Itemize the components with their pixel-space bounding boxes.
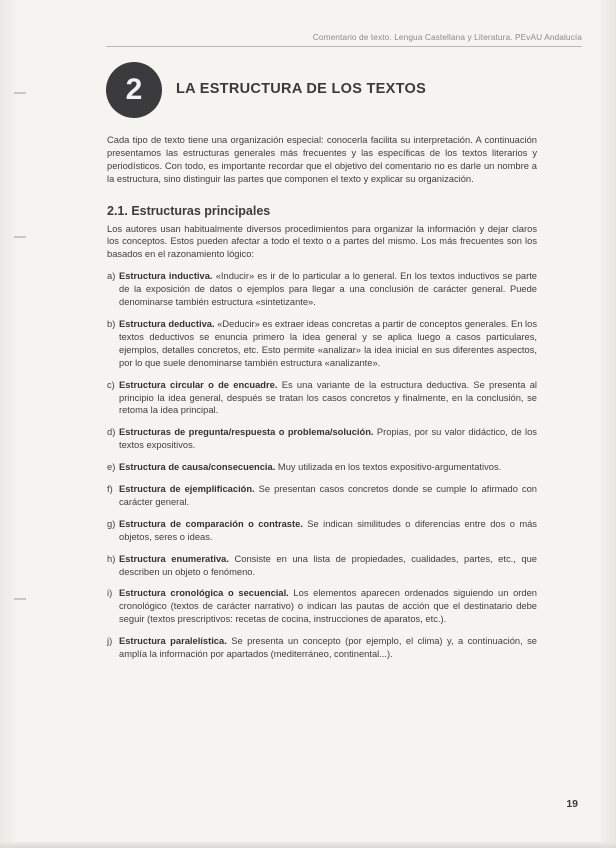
margin-mark <box>14 236 26 238</box>
list-item-text: Propias, por su valor didáctico, de los textos expositivos. <box>119 427 537 451</box>
list-item-letter: e) <box>107 462 116 473</box>
list-item <box>107 270 537 309</box>
list-item <box>107 553 537 579</box>
chapter-number-badge <box>106 62 162 118</box>
list-item-letter: i) <box>107 588 113 599</box>
list-item <box>107 426 537 452</box>
section-intro-paragraph: Los autores usan habitualmente diversos procedimientos para organizar la información y dejar claros los conceptos. Estos pueden afectar a todo el texto o a partes del mismo. Los más frecuentes son los basados en el razonamiento lógico: <box>107 223 537 260</box>
page-edge <box>0 842 616 848</box>
list-item-text: Los elementos aparecen ordenados siguiendo un orden cronológico (textos de carácter narrativo) o indican las pautas de acción que el destinatario debe seguir (textos prescriptivos: recetas de cocina, instrucciones de aparatos, etc.). <box>119 588 537 625</box>
list-item-term: Estructura paralelística. <box>119 636 227 647</box>
section-title: 2.1. Estructuras principales <box>107 203 271 218</box>
list-item <box>107 483 537 509</box>
list-item-letter: h) <box>107 553 116 564</box>
page-number: 19 <box>566 798 578 810</box>
list-item <box>107 518 537 544</box>
chapter-title: LA ESTRUCTURA DE LOS TEXTOS <box>176 81 427 97</box>
list-item-term: Estructura de ejemplificación. <box>119 484 255 495</box>
list-item-letter: b) <box>107 318 116 329</box>
list-item-term: Estructura de comparación o contraste. <box>119 518 303 529</box>
header-divider <box>106 46 582 47</box>
list-item-term: Estructura de causa/consecuencia. <box>119 462 276 473</box>
list-item-letter: a) <box>107 271 116 282</box>
list-item-term: Estructuras de pregunta/respuesta o problema/solución. <box>119 427 374 438</box>
list-item-letter: j) <box>107 636 113 647</box>
list-item-term: Estructura cronológica o secuencial. <box>119 588 289 599</box>
list-item-term: Estructura inductiva. <box>119 271 213 282</box>
list-item-letter: f) <box>107 484 113 495</box>
list-item-text: «Inducir» es ir de lo particular a lo general. En los textos inductivos se parte de la exposición de datos o ejemplos para llegar a una conclusión de carácter general. Puede denominarse también estructura «sintetizante». <box>119 271 537 308</box>
list-item-text: Se presentan casos concretos donde se cumple lo afirmado con carácter general. <box>119 484 537 507</box>
list-item-text: «Deducir» es extraer ideas concretas a partir de conceptos generales. En los textos deductivos se enuncia primero la idea general y se aplica luego a casos particulares, ejemplos, detalles concretos, etc. Esto permite «analizar» la idea inicial en sus diferentes aspectos, por lo que suele denominarse también estructura «analizante». <box>119 318 537 368</box>
list-item <box>107 635 537 661</box>
intro-paragraph: Cada tipo de texto tiene una organización especial: conocerla facilita su interpretación. A continuación presentamos las estructuras generales más frecuentes y las específicas de los textos literarios y periodísticos. Con todo, es importante recordar que el objetivo del comentario no es darle un nombre a la estructura, sino distinguir las partes que componen el texto y explicar su organización. <box>107 135 537 184</box>
margin-mark <box>14 92 26 94</box>
list-item-text: Es una variante de la estructura deductiva. Se presenta al principio la idea general, después se tratan los casos concretos y finalmente, en la conclusión, se retoma la idea principal. <box>119 379 537 416</box>
running-header: Comentario de texto. Lengua Castellana y Literatura. PEvAU Andalucía <box>312 32 582 42</box>
list-item-term: Estructura enumerativa. <box>119 553 229 564</box>
list-item <box>107 587 537 626</box>
main-content <box>107 134 537 670</box>
list-item-letter: g) <box>107 518 116 529</box>
list-item <box>107 379 537 418</box>
list-item-letter: d) <box>107 427 116 438</box>
list-item-text: Se indican similitudes o diferencias entre dos o más objetos, seres o ideas. <box>119 518 537 542</box>
structure-list <box>107 270 537 661</box>
list-item <box>107 318 537 370</box>
chapter-number: 2 <box>125 73 143 106</box>
margin-mark <box>14 598 26 600</box>
list-item-text: Consiste en una lista de propiedades, cualidades, partes, etc., que describen un objeto o fenómeno. <box>119 553 537 577</box>
list-item-text: Muy utilizada en los textos expositivo-argumentativos. <box>275 462 502 473</box>
list-item-term: Estructura circular o de encuadre. <box>119 379 278 390</box>
list-item <box>107 461 537 474</box>
list-item-term: Estructura deductiva. <box>119 318 215 329</box>
list-item-letter: c) <box>107 379 115 390</box>
list-item-text: Se presenta un concepto (por ejemplo, el clima) y, a continuación, se amplía la información por apartados (mediterráneo, continental...). <box>119 636 537 660</box>
